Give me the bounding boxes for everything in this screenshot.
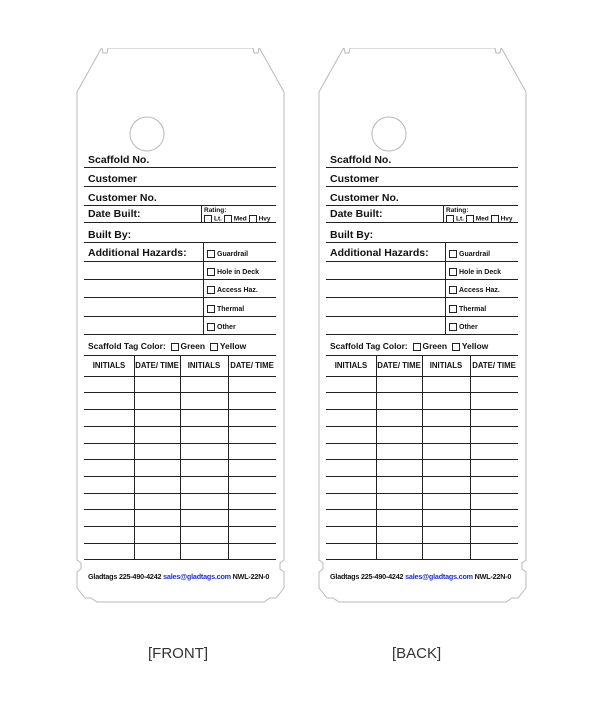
rating-checkbox[interactable] bbox=[446, 215, 454, 223]
column-header: INITIALS bbox=[92, 361, 126, 371]
checkbox-icon[interactable] bbox=[413, 343, 421, 351]
divider bbox=[203, 243, 204, 335]
column-divider bbox=[228, 356, 229, 561]
additional-hazards-label: Additional Hazards: bbox=[88, 247, 187, 259]
customer-no-row-label: Customer No. bbox=[88, 192, 157, 204]
date-built-row-label: Date Built: bbox=[88, 208, 141, 220]
checkbox-icon[interactable] bbox=[207, 305, 215, 313]
column-header: DATE/ TIME bbox=[230, 361, 274, 371]
column-header: INITIALS bbox=[187, 361, 221, 371]
rating-checkbox[interactable] bbox=[224, 215, 232, 223]
hazard-row bbox=[84, 317, 276, 335]
customer-no-row-label: Customer No. bbox=[330, 192, 399, 204]
hazard-row bbox=[326, 317, 518, 335]
color-option: Green bbox=[180, 340, 206, 351]
hazard-option[interactable] bbox=[449, 323, 478, 331]
rating-option: Med bbox=[233, 215, 247, 223]
column-divider bbox=[422, 356, 423, 561]
checkbox-icon[interactable] bbox=[207, 286, 215, 294]
column-header: DATE/ TIME bbox=[377, 361, 421, 371]
checkbox-icon[interactable] bbox=[452, 343, 460, 351]
front-caption: [FRONT] bbox=[148, 645, 208, 662]
scaffold-no-row-label: Scaffold No. bbox=[88, 154, 150, 166]
date-built-row bbox=[84, 206, 276, 223]
column-header: DATE/ TIME bbox=[472, 361, 516, 371]
customer-row bbox=[326, 168, 518, 187]
additional-hazards-label: Additional Hazards: bbox=[330, 247, 429, 259]
rating-checkbox[interactable] bbox=[491, 215, 499, 223]
rating-label: Rating: bbox=[446, 207, 469, 214]
hazard-label: Other bbox=[217, 323, 236, 331]
footer-code: NWL-22N-0 bbox=[474, 572, 512, 581]
scaffold-no-row bbox=[84, 146, 276, 168]
tag-form bbox=[84, 146, 276, 560]
footer-email-link[interactable]: sales@gladtags.com bbox=[405, 572, 473, 581]
hazard-row bbox=[326, 298, 518, 316]
rating-box bbox=[446, 207, 513, 224]
rating-checkbox[interactable] bbox=[249, 215, 257, 223]
tag-color-row bbox=[326, 335, 518, 355]
tag-color-label: Scaffold Tag Color: bbox=[330, 340, 408, 351]
rating-label: Rating: bbox=[204, 207, 227, 214]
hazard-label: Guardrail bbox=[459, 250, 491, 258]
rating-checkbox[interactable] bbox=[466, 215, 474, 223]
hazard-label: Thermal bbox=[217, 305, 245, 313]
checkbox-icon[interactable] bbox=[171, 343, 179, 351]
inspection-table bbox=[326, 355, 518, 561]
tag-color-label: Scaffold Tag Color: bbox=[88, 340, 166, 351]
hazard-row bbox=[326, 262, 518, 280]
hazard-label: Access Haz. bbox=[459, 287, 500, 295]
customer-no-row bbox=[326, 187, 518, 206]
color-option: Green bbox=[422, 340, 448, 351]
footer-company: Gladtags 225-490-4242 bbox=[330, 572, 404, 581]
hazard-label: Hole in Deck bbox=[459, 269, 502, 277]
footer-code: NWL-22N-0 bbox=[232, 572, 270, 581]
checkbox-icon[interactable] bbox=[207, 250, 215, 258]
hazard-label: Other bbox=[459, 323, 478, 331]
divider bbox=[201, 206, 202, 222]
inspection-table bbox=[84, 355, 276, 561]
date-built-row bbox=[326, 206, 518, 223]
hazard-row bbox=[326, 243, 518, 262]
column-divider bbox=[376, 356, 377, 561]
rating-option: Lt. bbox=[214, 215, 222, 223]
hazard-option[interactable] bbox=[449, 305, 486, 313]
footer-company: Gladtags 225-490-4242 bbox=[88, 572, 162, 581]
hazard-row bbox=[326, 280, 518, 298]
hazard-option[interactable] bbox=[449, 268, 501, 276]
back-tag bbox=[316, 48, 529, 604]
date-built-row-label: Date Built: bbox=[330, 208, 383, 220]
hazard-option[interactable] bbox=[449, 250, 490, 258]
back-caption: [BACK] bbox=[392, 645, 442, 662]
color-option: Yellow bbox=[461, 340, 489, 351]
customer-row-label: Customer bbox=[330, 173, 380, 185]
customer-no-row bbox=[84, 187, 276, 206]
hazard-row bbox=[84, 280, 276, 298]
column-header: DATE/ TIME bbox=[135, 361, 179, 371]
built-by-row-label: Built By: bbox=[330, 229, 374, 241]
checkbox-icon[interactable] bbox=[207, 268, 215, 276]
tag-footer bbox=[88, 572, 269, 581]
hazard-option[interactable] bbox=[207, 268, 259, 276]
hazard-row bbox=[84, 243, 276, 262]
rating-box bbox=[204, 207, 271, 224]
hazard-row bbox=[84, 298, 276, 316]
rating-option: Hvy bbox=[258, 215, 271, 223]
customer-row-label: Customer bbox=[88, 173, 138, 185]
checkbox-icon[interactable] bbox=[449, 323, 457, 331]
column-divider bbox=[470, 356, 471, 561]
checkbox-icon[interactable] bbox=[449, 305, 457, 313]
checkbox-icon[interactable] bbox=[207, 323, 215, 331]
tag-footer bbox=[330, 572, 511, 581]
hazard-option[interactable] bbox=[207, 250, 248, 258]
built-by-row-label: Built By: bbox=[88, 229, 132, 241]
tag-form bbox=[326, 146, 518, 560]
hazard-label: Thermal bbox=[459, 305, 487, 313]
column-header: INITIALS bbox=[334, 361, 368, 371]
rating-option: Lt. bbox=[456, 215, 464, 223]
checkbox-icon[interactable] bbox=[449, 286, 457, 294]
rating-option: Hvy bbox=[500, 215, 513, 223]
checkbox-icon[interactable] bbox=[449, 250, 457, 258]
customer-row bbox=[84, 168, 276, 187]
scaffold-no-row-label: Scaffold No. bbox=[330, 154, 392, 166]
column-header: INITIALS bbox=[429, 361, 463, 371]
hazard-option[interactable] bbox=[207, 323, 236, 331]
built-by-row bbox=[84, 223, 276, 243]
rating-option: Med bbox=[475, 215, 489, 223]
color-option: Yellow bbox=[219, 340, 247, 351]
footer-email-link[interactable]: sales@gladtags.com bbox=[163, 572, 231, 581]
tag-color-row bbox=[84, 335, 276, 355]
hazard-label: Hole in Deck bbox=[217, 269, 260, 277]
hazards-block bbox=[326, 243, 518, 335]
hazard-option[interactable] bbox=[207, 305, 244, 313]
hazard-option[interactable] bbox=[449, 286, 500, 294]
divider bbox=[445, 243, 446, 335]
hazard-row bbox=[84, 262, 276, 280]
checkbox-icon[interactable] bbox=[449, 268, 457, 276]
column-divider bbox=[134, 356, 135, 561]
scaffold-no-row bbox=[326, 146, 518, 168]
built-by-row bbox=[326, 223, 518, 243]
rating-checkbox[interactable] bbox=[204, 215, 212, 223]
divider bbox=[443, 206, 444, 222]
column-divider bbox=[180, 356, 181, 561]
hazards-block bbox=[84, 243, 276, 335]
front-tag bbox=[74, 48, 287, 604]
hazard-label: Access Haz. bbox=[217, 287, 258, 295]
hazard-option[interactable] bbox=[207, 286, 258, 294]
hazard-label: Guardrail bbox=[217, 250, 249, 258]
checkbox-icon[interactable] bbox=[210, 343, 218, 351]
